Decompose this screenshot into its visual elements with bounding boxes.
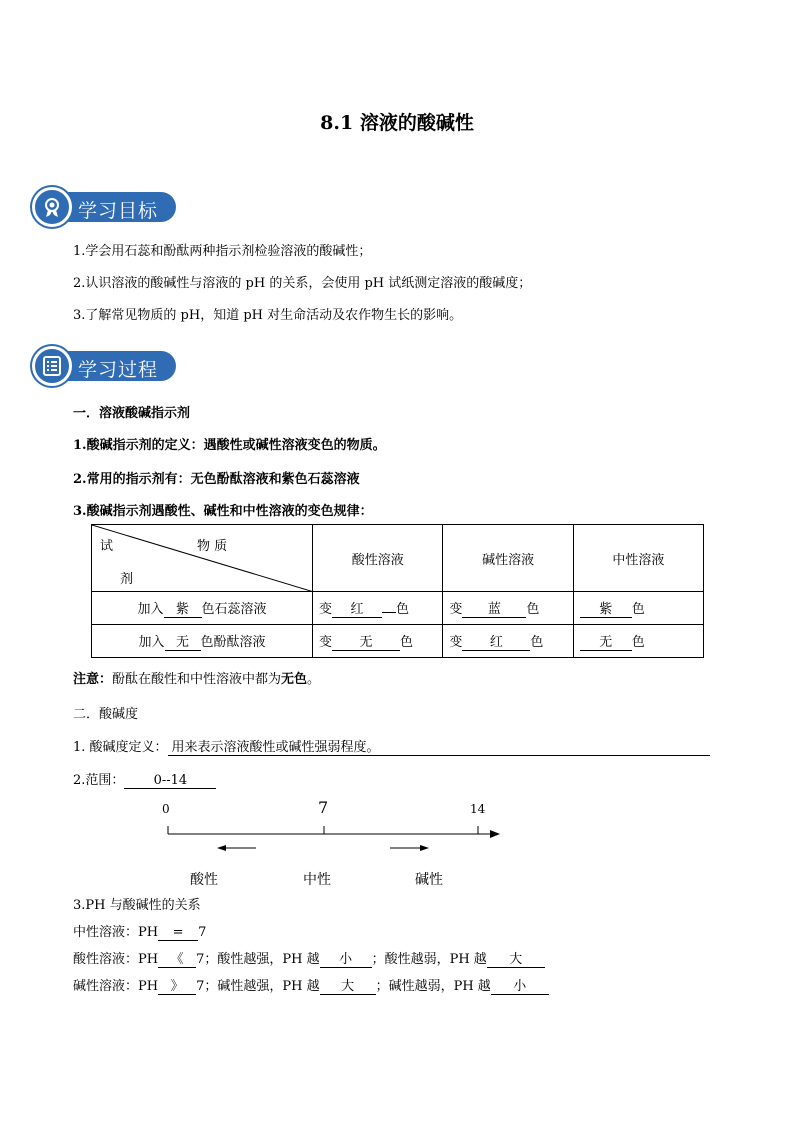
common-indicators-text: 无色酚酞溶液和紫色石蕊溶液 [190, 472, 360, 487]
base-label: 碱性溶液：PH [73, 979, 159, 994]
indicator-definition-text: 遇酸性或碱性溶液变色的物质。 [203, 438, 386, 453]
checklist-icon [32, 346, 72, 386]
cell-pre: 变 [449, 602, 463, 617]
cell-pre: 变 [319, 635, 333, 650]
note-label: 注意： [73, 672, 113, 687]
cell-phenolphthalein-acid [313, 625, 443, 658]
cell-litmus-acid [313, 592, 443, 625]
fill-blank: 红 [462, 631, 530, 651]
table-row-phenolphthalein [92, 625, 704, 658]
header-base: 碱性溶液 [443, 525, 573, 592]
cell-post: 色 [530, 635, 544, 650]
row-label-phenolphthalein [92, 625, 313, 658]
ph-range-value: 0--14 [124, 773, 216, 789]
note-text: 酚酞在酸性和中性溶液中都为 [112, 672, 282, 687]
row-label-litmus [92, 592, 313, 625]
cell-litmus-base [443, 592, 573, 625]
fill-blank: 《 [158, 948, 196, 968]
common-indicators-label: 2.常用的指示剂有： [73, 472, 191, 487]
header-acid: 酸性溶液 [313, 525, 443, 592]
acid-label: 酸性溶液：PH [73, 952, 159, 967]
ph-range-label: 2.范围： [73, 773, 125, 788]
cell-phenolphthalein-neutral [573, 625, 703, 658]
award-icon [32, 187, 72, 227]
corner-label-substance: 物 质 [197, 539, 228, 554]
axis-label-neutral: 中性 [303, 872, 331, 888]
cell-post: 色 [631, 602, 645, 617]
ph-definition-text: 用来表示溶液酸性或碱性强弱程度。 [168, 736, 710, 756]
cell-pre: 变 [449, 635, 463, 650]
process-heading: 学习过程 [78, 359, 159, 381]
neutral-relation [73, 921, 206, 941]
fill-blank: 大 [487, 948, 545, 968]
neutral-label: 中性溶液：PH [73, 925, 159, 940]
ph-definition [73, 736, 710, 756]
axis-label-base: 碱性 [415, 872, 443, 888]
fill-blank: 蓝 [462, 598, 526, 618]
cell-litmus-neutral [573, 592, 703, 625]
goals-heading: 学习目标 [78, 200, 159, 222]
corner-label-reagent-bottom: 剂 [120, 572, 134, 587]
cell-post: 色 [396, 602, 410, 617]
neutral-value: 7 [198, 925, 207, 940]
header-neutral: 中性溶液 [573, 525, 703, 592]
base-relation [73, 975, 549, 995]
goal-item-1: 1.学会用石蕊和酚酞两种指示剂检验溶液的酸碱性； [73, 244, 372, 259]
section-1-title: 一．溶液酸碱指示剂 [73, 406, 191, 421]
table-corner-cell [92, 525, 313, 592]
fill-blank: 小 [491, 975, 549, 995]
goal-item-2: 2.认识溶液的酸碱性与溶液的 pH 的关系，会使用 pH 试纸测定溶液的酸碱度； [73, 276, 532, 291]
section-banner-process [20, 346, 176, 386]
section-2-title: 二．酸碱度 [73, 707, 139, 722]
note-end: 。 [307, 672, 321, 687]
fill-blank: 无 [580, 631, 632, 651]
fill-blank: = [158, 925, 198, 941]
ph-range [73, 769, 216, 789]
goal-item-3: 3.了解常见物质的 pH，知道 pH 对生命活动及农作物生长的影响。 [73, 308, 463, 323]
note [73, 668, 320, 687]
fill-blank: 无 [332, 631, 400, 651]
ph-scale-axis [160, 818, 510, 858]
color-rule-title: 3.酸碱指示剂遇酸性、碱性和中性溶液的变色规律： [73, 504, 373, 519]
cell-pre: 变 [319, 602, 333, 617]
axis-tick-label-7: 7 [318, 798, 329, 817]
fill-blank: 紫 [580, 598, 632, 618]
acid-mid2: ；酸性越弱，PH 越 [371, 952, 487, 967]
row-prefix: 加入 [137, 602, 164, 617]
cell-phenolphthalein-base [443, 625, 573, 658]
common-indicators [73, 468, 360, 487]
row-suffix: 色酚酞溶液 [200, 635, 266, 650]
indicator-definition-label: 1.酸碱指示剂的定义： [73, 438, 204, 453]
base-mid2: ；碱性越弱，PH 越 [375, 979, 491, 994]
row-prefix: 加入 [138, 635, 165, 650]
base-mid: 7；碱性越强，PH 越 [196, 979, 320, 994]
cell-post: 色 [631, 635, 645, 650]
fill-blank: 红 [332, 598, 382, 618]
ph-definition-label: 1. 酸碱度定义： [73, 740, 168, 755]
page-title: 8.1 溶液的酸碱性 [320, 112, 474, 134]
fill-blank: 小 [320, 948, 372, 968]
cell-post: 色 [526, 602, 540, 617]
indicator-definition [73, 434, 386, 453]
fill-blank: 无 [165, 631, 201, 651]
corner-label-reagent-top: 试 [100, 539, 114, 554]
fill-blank: 紫 [164, 598, 202, 618]
table-row-litmus [92, 592, 704, 625]
acid-relation [73, 948, 545, 968]
fill-blank: 》 [158, 975, 196, 995]
acid-mid: 7；酸性越强，PH 越 [196, 952, 320, 967]
row-suffix: 色石蕊溶液 [201, 602, 267, 617]
section-banner-goals [20, 187, 176, 227]
cell-post: 色 [400, 635, 414, 650]
note-bold: 无色 [281, 672, 308, 687]
axis-label-acid: 酸性 [190, 872, 218, 888]
axis-tick-label-0: 0 [162, 802, 170, 816]
fill-blank: 大 [320, 975, 376, 995]
indicator-color-table [91, 524, 704, 658]
relation-title: 3.PH 与酸碱性的关系 [73, 898, 201, 913]
axis-tick-label-14: 14 [470, 802, 486, 816]
